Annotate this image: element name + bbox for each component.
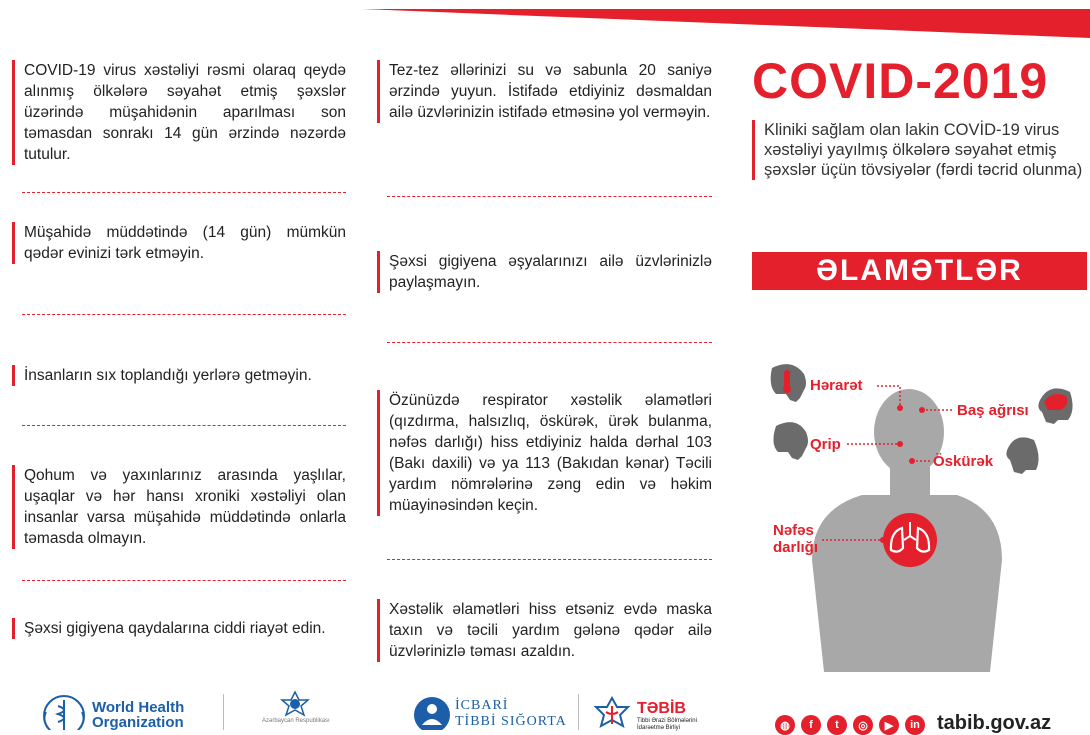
who-logo-icon <box>38 692 90 730</box>
who-logo-text <box>92 700 184 730</box>
symptoms-banner: ƏLAMƏTLƏR <box>752 252 1087 290</box>
symptoms-illustration <box>752 350 1090 672</box>
icbari-logo-icon <box>412 695 452 730</box>
youtube-icon[interactable]: ▶ <box>879 715 899 735</box>
dashed-divider <box>22 314 346 315</box>
dashed-divider <box>387 342 712 343</box>
tebib-emblem-icon <box>592 696 632 730</box>
lungs-icon <box>883 513 937 567</box>
advice-item: Qohum və yaxınlarınız arasında yaşlılar, uşaqlar və hər hansı xroniki xəstəliyi olan insanlar varsa müşahidə müddətində onlarla təmasda olmayın. <box>12 465 346 549</box>
advice-item: İnsanların sıx toplandığı yerlərə getməyin. <box>12 365 346 386</box>
twitter-icon[interactable]: t <box>827 715 847 735</box>
website-link[interactable]: tabib.gov.az <box>937 712 1052 734</box>
advice-item: Xəstəlik əlamətləri hiss etsəniz evdə maska taxın və təcili yardım gələnə qədər ailə üzvlərinizlə təması azaldın. <box>377 599 712 662</box>
page-title: COVID-2019 <box>752 53 1049 109</box>
linkedin-icon[interactable]: in <box>905 715 925 735</box>
ministry-caption: Azərbaycan Respublikası <box>262 718 330 724</box>
icbari-logo-text <box>455 698 567 730</box>
symptom-label-flu: Qrip <box>810 436 841 453</box>
dashed-divider <box>22 425 346 426</box>
globe-icon[interactable]: ◍ <box>775 715 795 735</box>
icbari-line1: İCBARİ <box>455 698 509 713</box>
advice-item: Müşahidə müddətində (14 gün) mümkün qədər evinizi tərk etməyin. <box>12 222 346 264</box>
symptom-label-headache: Baş ağrısı <box>957 402 1029 419</box>
advice-item: Şəxsi gigiyena qaydalarına ciddi riayət edin. <box>12 618 346 639</box>
symptom-label-fever: Hərarət <box>810 377 863 394</box>
dashed-divider <box>22 192 346 193</box>
who-line2: Organization <box>92 714 184 731</box>
fever-head-icon <box>771 364 806 402</box>
dashed-divider <box>387 559 712 560</box>
ministry-emblem-icon <box>278 690 312 718</box>
top-red-stripe <box>362 0 1090 38</box>
headache-head-icon <box>1038 388 1072 424</box>
advice-item: Tez-tez əllərinizi su və sabunla 20 saniyə ərzində yuyun. İstifadə etdiyiniz dəsmaldan ailə üzvlərinizin istifadə etməsinə yol verməyin. <box>377 60 712 123</box>
advice-item: Şəxsi gigiyena əşyalarınızı ailə üzvlərinizlə paylaşmayın. <box>377 251 712 293</box>
footer-divider <box>223 694 224 730</box>
who-line1: World Health <box>92 699 185 716</box>
tebib-caption: Tibbi Ərazi Bölmələrini İdarəetmə Birliyi <box>637 718 697 731</box>
icbari-line2: TİBBİ SIĞORTA <box>455 714 567 729</box>
dashed-divider <box>387 196 712 197</box>
symptom-label-breath-line1: Nəfəs <box>773 522 814 539</box>
instagram-icon[interactable]: ◎ <box>853 715 873 735</box>
dashed-divider <box>22 580 346 581</box>
footer-divider <box>578 694 579 730</box>
symptom-label-breath-line2: darlığı <box>773 539 819 556</box>
advice-item: Özünüzdə respirator xəstəlik əlamətləri (qızdırma, halsızlıq, öskürək, ürək bulanma, nəfəs darlığı) hiss etdiyiniz halda dərhal 103 (Bakı daxili) və ya 113 (Bakıdan kənar) Təcili yardım nömrələrinə zəng edin və həkim müayinəsindən keçin. <box>377 390 712 516</box>
symptom-label-cough: Öskürək <box>933 453 994 470</box>
symptom-label-breath <box>773 522 818 556</box>
page-subtitle: Kliniki sağlam olan lakin COVİD-19 virus xəstəliyi yayılmış ölkələrə səyahət etmiş şəxslər üçün tövsiyələr (fərdi təcrid olunma) <box>752 120 1084 180</box>
facebook-icon[interactable]: f <box>801 715 821 735</box>
cough-head-icon <box>1006 437 1038 474</box>
tebib-title: TƏBİB <box>637 700 686 717</box>
flu-head-icon <box>773 422 808 460</box>
advice-item: COVID-19 virus xəstəliyi rəsmi olaraq qeydə alınmış ölkələrə səyahət etmiş şəxslər üzərində müşahidənin aparılması son təmasdan sonrakı 14 gün ərzində nəzərdə tutulur. <box>12 60 346 165</box>
